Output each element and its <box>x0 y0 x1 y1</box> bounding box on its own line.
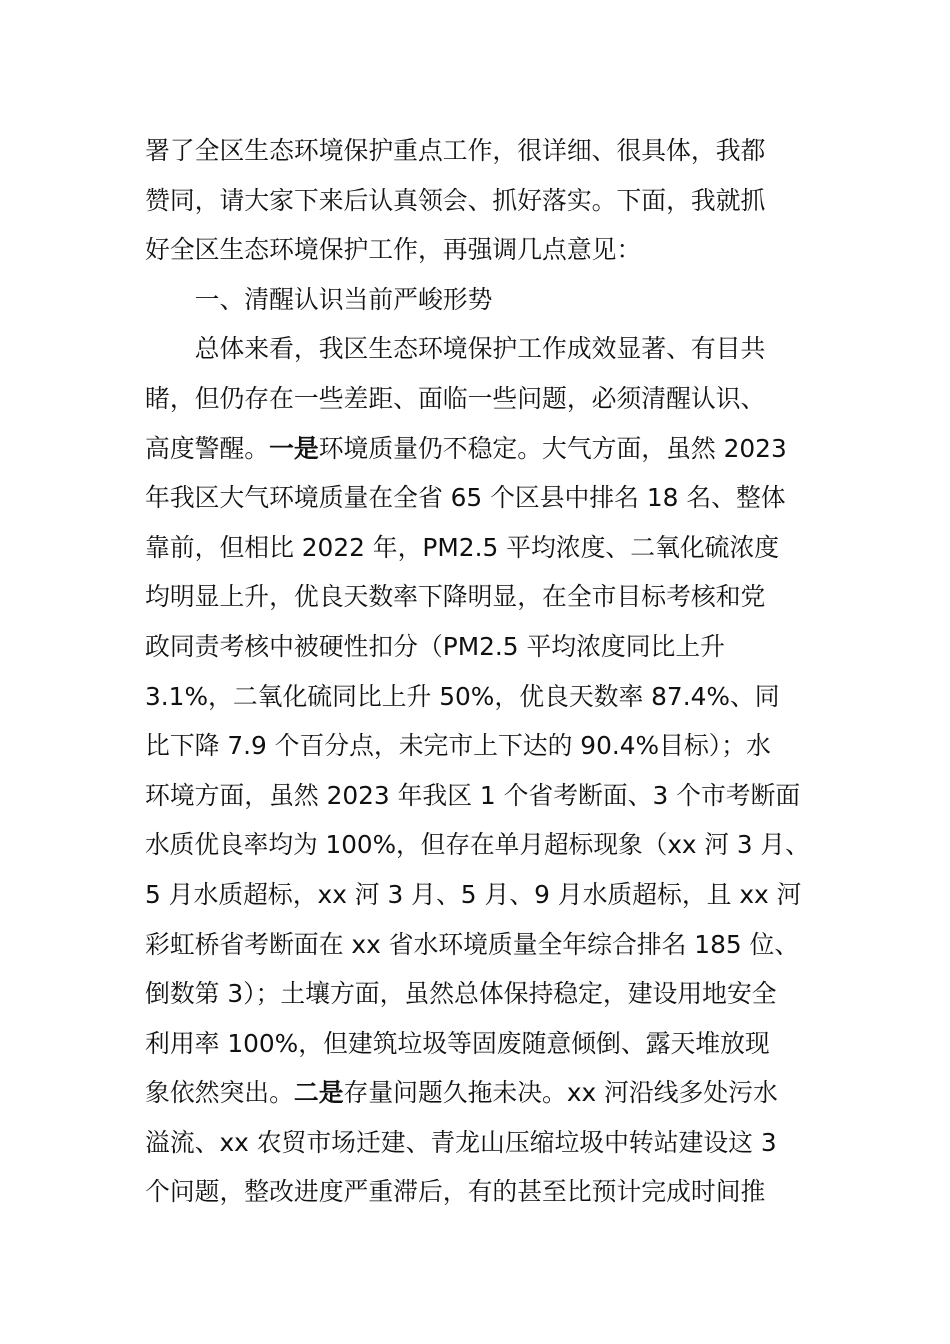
text-line <box>145 424 810 474</box>
body-text <box>145 126 815 1217</box>
text-line <box>145 870 810 920</box>
text-segment: 象依然突出。 <box>145 1078 294 1108</box>
text-line <box>145 771 810 821</box>
text-segment: 3.1%，二氧化硫同比上升 50%，优良天数率 87.4%、同 <box>145 681 780 711</box>
text-segment: 环境质量仍不稳定。大气方面，虽然 2023 <box>318 433 787 463</box>
text-line <box>145 176 810 226</box>
text-line <box>145 920 810 970</box>
text-segment: 存量问题久拖未决。xx 河沿线多处污水 <box>343 1078 778 1108</box>
text-segment: 好全区生态环境保护工作，再强调几点意见： <box>145 235 642 265</box>
text-segment: 赞同，请大家下来后认真领会、抓好落实。下面，我就抓 <box>145 185 766 215</box>
text-line <box>145 1118 810 1168</box>
text-segment: 彩虹桥省考断面在 xx 省水环境质量全年综合排名 185 位、 <box>145 929 800 959</box>
text-segment: 政同责考核中被硬性扣分（PM2.5 平均浓度同比上升 <box>145 631 725 661</box>
bold-text-segment: 二是 <box>293 1078 344 1108</box>
text-line <box>145 1167 810 1217</box>
text-line <box>145 672 810 722</box>
text-segment: 溢流、xx 农贸市场迁建、青龙山压缩垃圾中转站建设这 3 <box>145 1127 777 1157</box>
text-segment: 利用率 100%，但建筑垃圾等固废随意倾倒、露天堆放现 <box>145 1028 770 1058</box>
text-line <box>145 1019 810 1069</box>
text-segment: 倒数第 3）；土壤方面，虽然总体保持稳定，建设用地安全 <box>145 979 777 1009</box>
text-line <box>145 1068 810 1118</box>
text-line <box>145 622 810 672</box>
bold-text-segment: 一是 <box>269 433 319 463</box>
text-segment: 环境方面，虽然 2023 年我区 1 个省考断面、3 个市考断面 <box>145 780 801 810</box>
text-segment: 靠前，但相比 2022 年，PM2.5 平均浓度、二氧化硫浓度 <box>145 532 780 562</box>
text-line <box>145 721 810 771</box>
text-segment: 年我区大气环境质量在全省 65 个区县中排名 18 名、整体 <box>145 483 786 513</box>
text-line <box>145 324 810 374</box>
text-line <box>145 225 810 275</box>
text-segment: 水质优良率均为 100%，但存在单月超标现象（xx 河 3 月、 <box>145 830 810 860</box>
text-line <box>145 820 810 870</box>
text-segment: 一、清醒认识当前严峻形势 <box>194 284 493 314</box>
text-line <box>145 523 810 573</box>
text-segment: 比下降 7.9 个百分点，未完市上下达的 90.4%目标）；水 <box>145 731 771 761</box>
text-segment: 署了全区生态环境保护重点工作，很详细、很具体，我都 <box>145 136 766 165</box>
text-segment: 个问题，整改进度严重滞后，有的甚至比预计完成时间推 <box>145 1177 766 1207</box>
text-line <box>145 374 810 424</box>
text-segment: 高度警醒。 <box>145 433 270 463</box>
text-segment: 总体来看，我区生态环境保护工作成效显著、有目共 <box>194 334 766 364</box>
text-line <box>145 275 810 325</box>
text-segment: 5 月水质超标，xx 河 3 月、5 月、9 月水质超标，且 xx 河 <box>145 879 802 909</box>
text-line <box>145 126 810 176</box>
text-segment: 睹，但仍存在一些差距、面临一些问题，必须清醒认识、 <box>145 383 766 413</box>
text-line <box>145 473 810 523</box>
text-line <box>145 969 810 1019</box>
text-segment: 均明显上升，优良天数率下降明显，在全市目标考核和党 <box>145 582 766 612</box>
text-line <box>145 572 810 622</box>
